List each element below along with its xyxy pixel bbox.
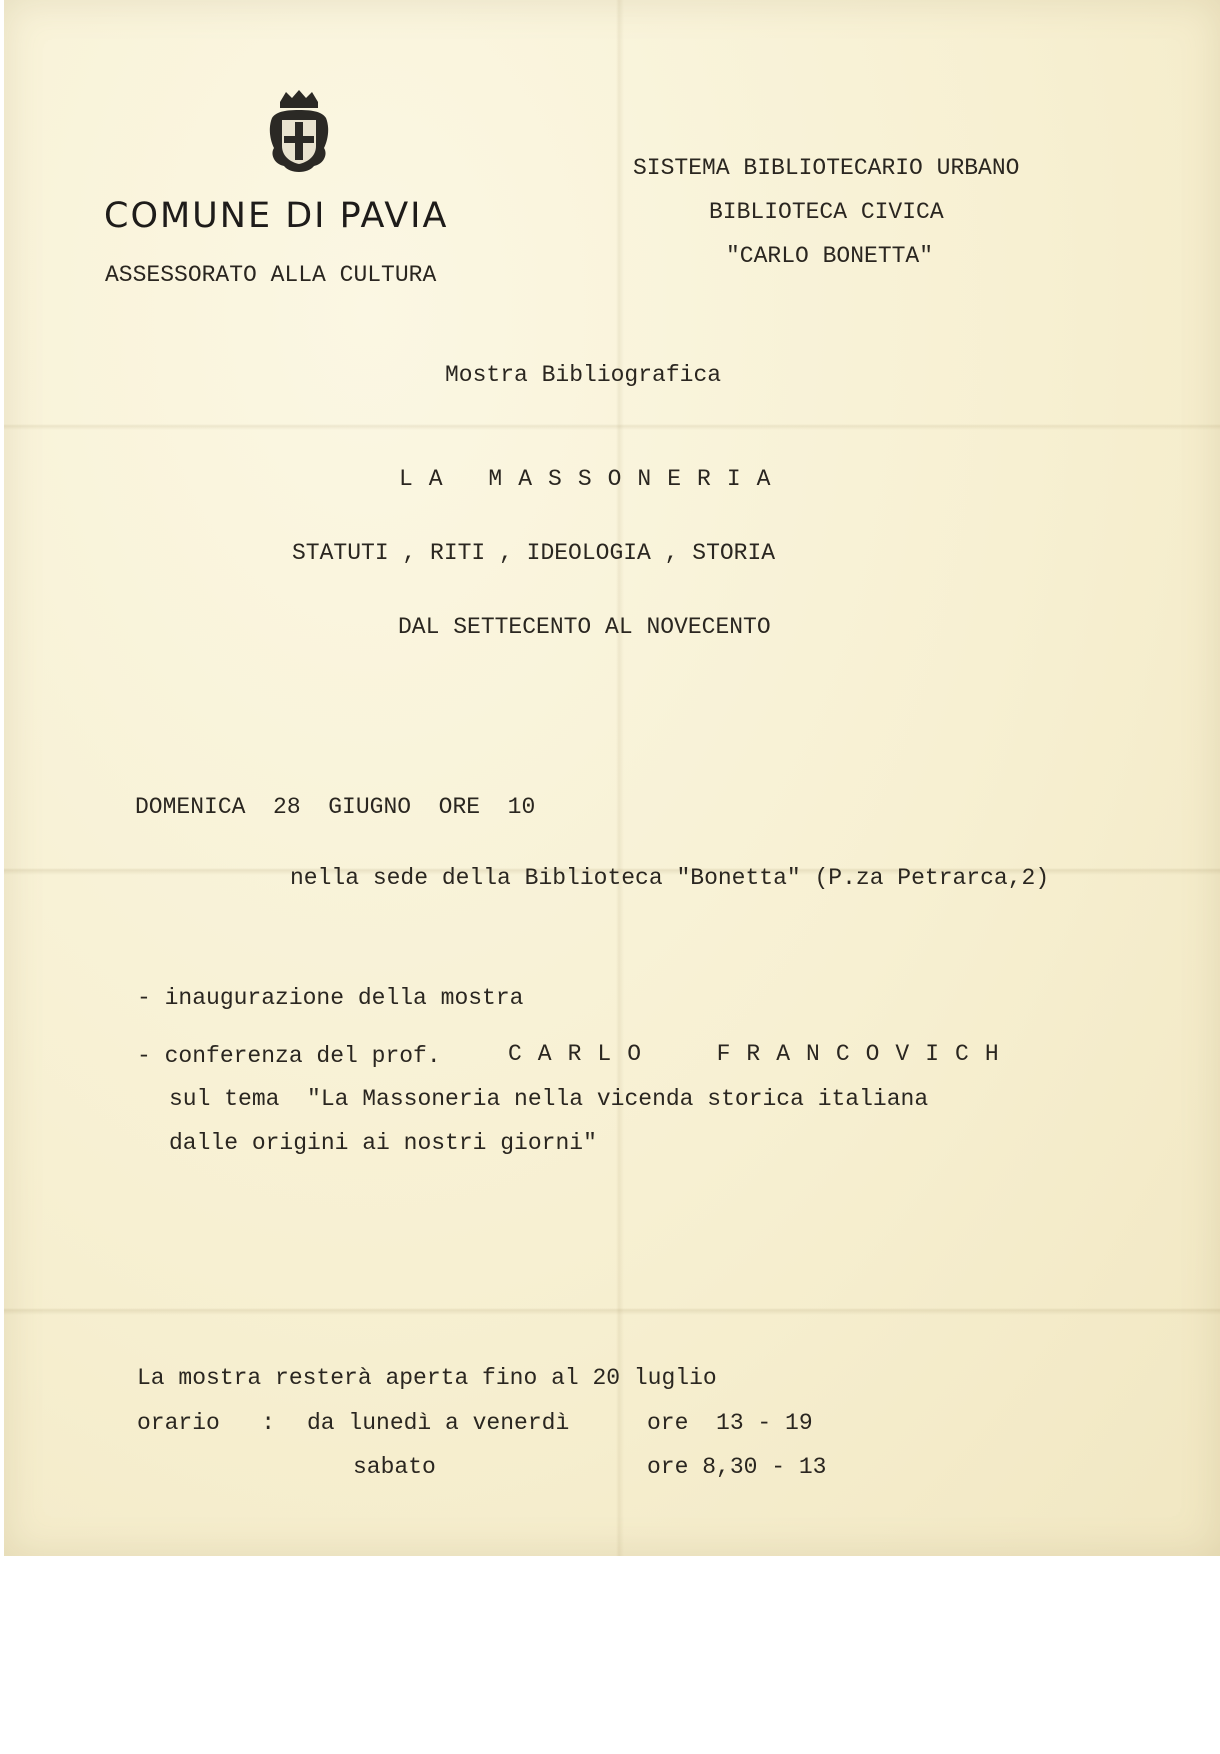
event-venue: nella sede della Biblioteca "Bonetta" (P.za Petrarca,2) bbox=[290, 865, 1050, 891]
exhibition-period: DAL SETTECENTO AL NOVECENTO bbox=[398, 614, 771, 640]
library-label: BIBLIOTECA CIVICA bbox=[709, 199, 944, 225]
weekdays-label: da lunedì a venerdì bbox=[307, 1410, 570, 1436]
saturday-label: sabato bbox=[353, 1454, 436, 1480]
weekdays-hours: ore 13 - 19 bbox=[647, 1410, 813, 1436]
library-system: SISTEMA BIBLIOTECARIO URBANO bbox=[633, 155, 1020, 181]
exhibition-type: Mostra Bibliografica bbox=[445, 362, 722, 388]
library-name: "CARLO BONETTA" bbox=[726, 243, 934, 269]
event-item-conference: - conferenza del prof. bbox=[137, 1043, 441, 1069]
conference-topic-continued: dalle origini ai nostri giorni" bbox=[169, 1130, 597, 1156]
department-name: ASSESSORATO ALLA CULTURA bbox=[105, 262, 437, 288]
opening-until: La mostra resterà aperta fino al 20 luglio bbox=[137, 1365, 717, 1391]
paper-sheet bbox=[4, 0, 1220, 1556]
event-item-inauguration: - inaugurazione della mostra bbox=[137, 985, 524, 1011]
event-date: DOMENICA 28 GIUGNO ORE 10 bbox=[135, 794, 536, 820]
conference-topic: sul tema "La Massoneria nella vicenda storica italiana bbox=[169, 1086, 929, 1112]
saturday-hours: ore 8,30 - 13 bbox=[647, 1454, 827, 1480]
speaker-name: CARLO FRANCOVICH bbox=[508, 1041, 1015, 1067]
coat-of-arms-icon bbox=[264, 88, 334, 178]
municipality-title: COMUNE DI PAVIA bbox=[104, 196, 449, 236]
hours-label: orario : bbox=[137, 1410, 276, 1436]
exhibition-title: LA MASSONERIA bbox=[399, 466, 787, 492]
exhibition-subtitle: STATUTI , RITI , IDEOLOGIA , STORIA bbox=[292, 540, 776, 566]
